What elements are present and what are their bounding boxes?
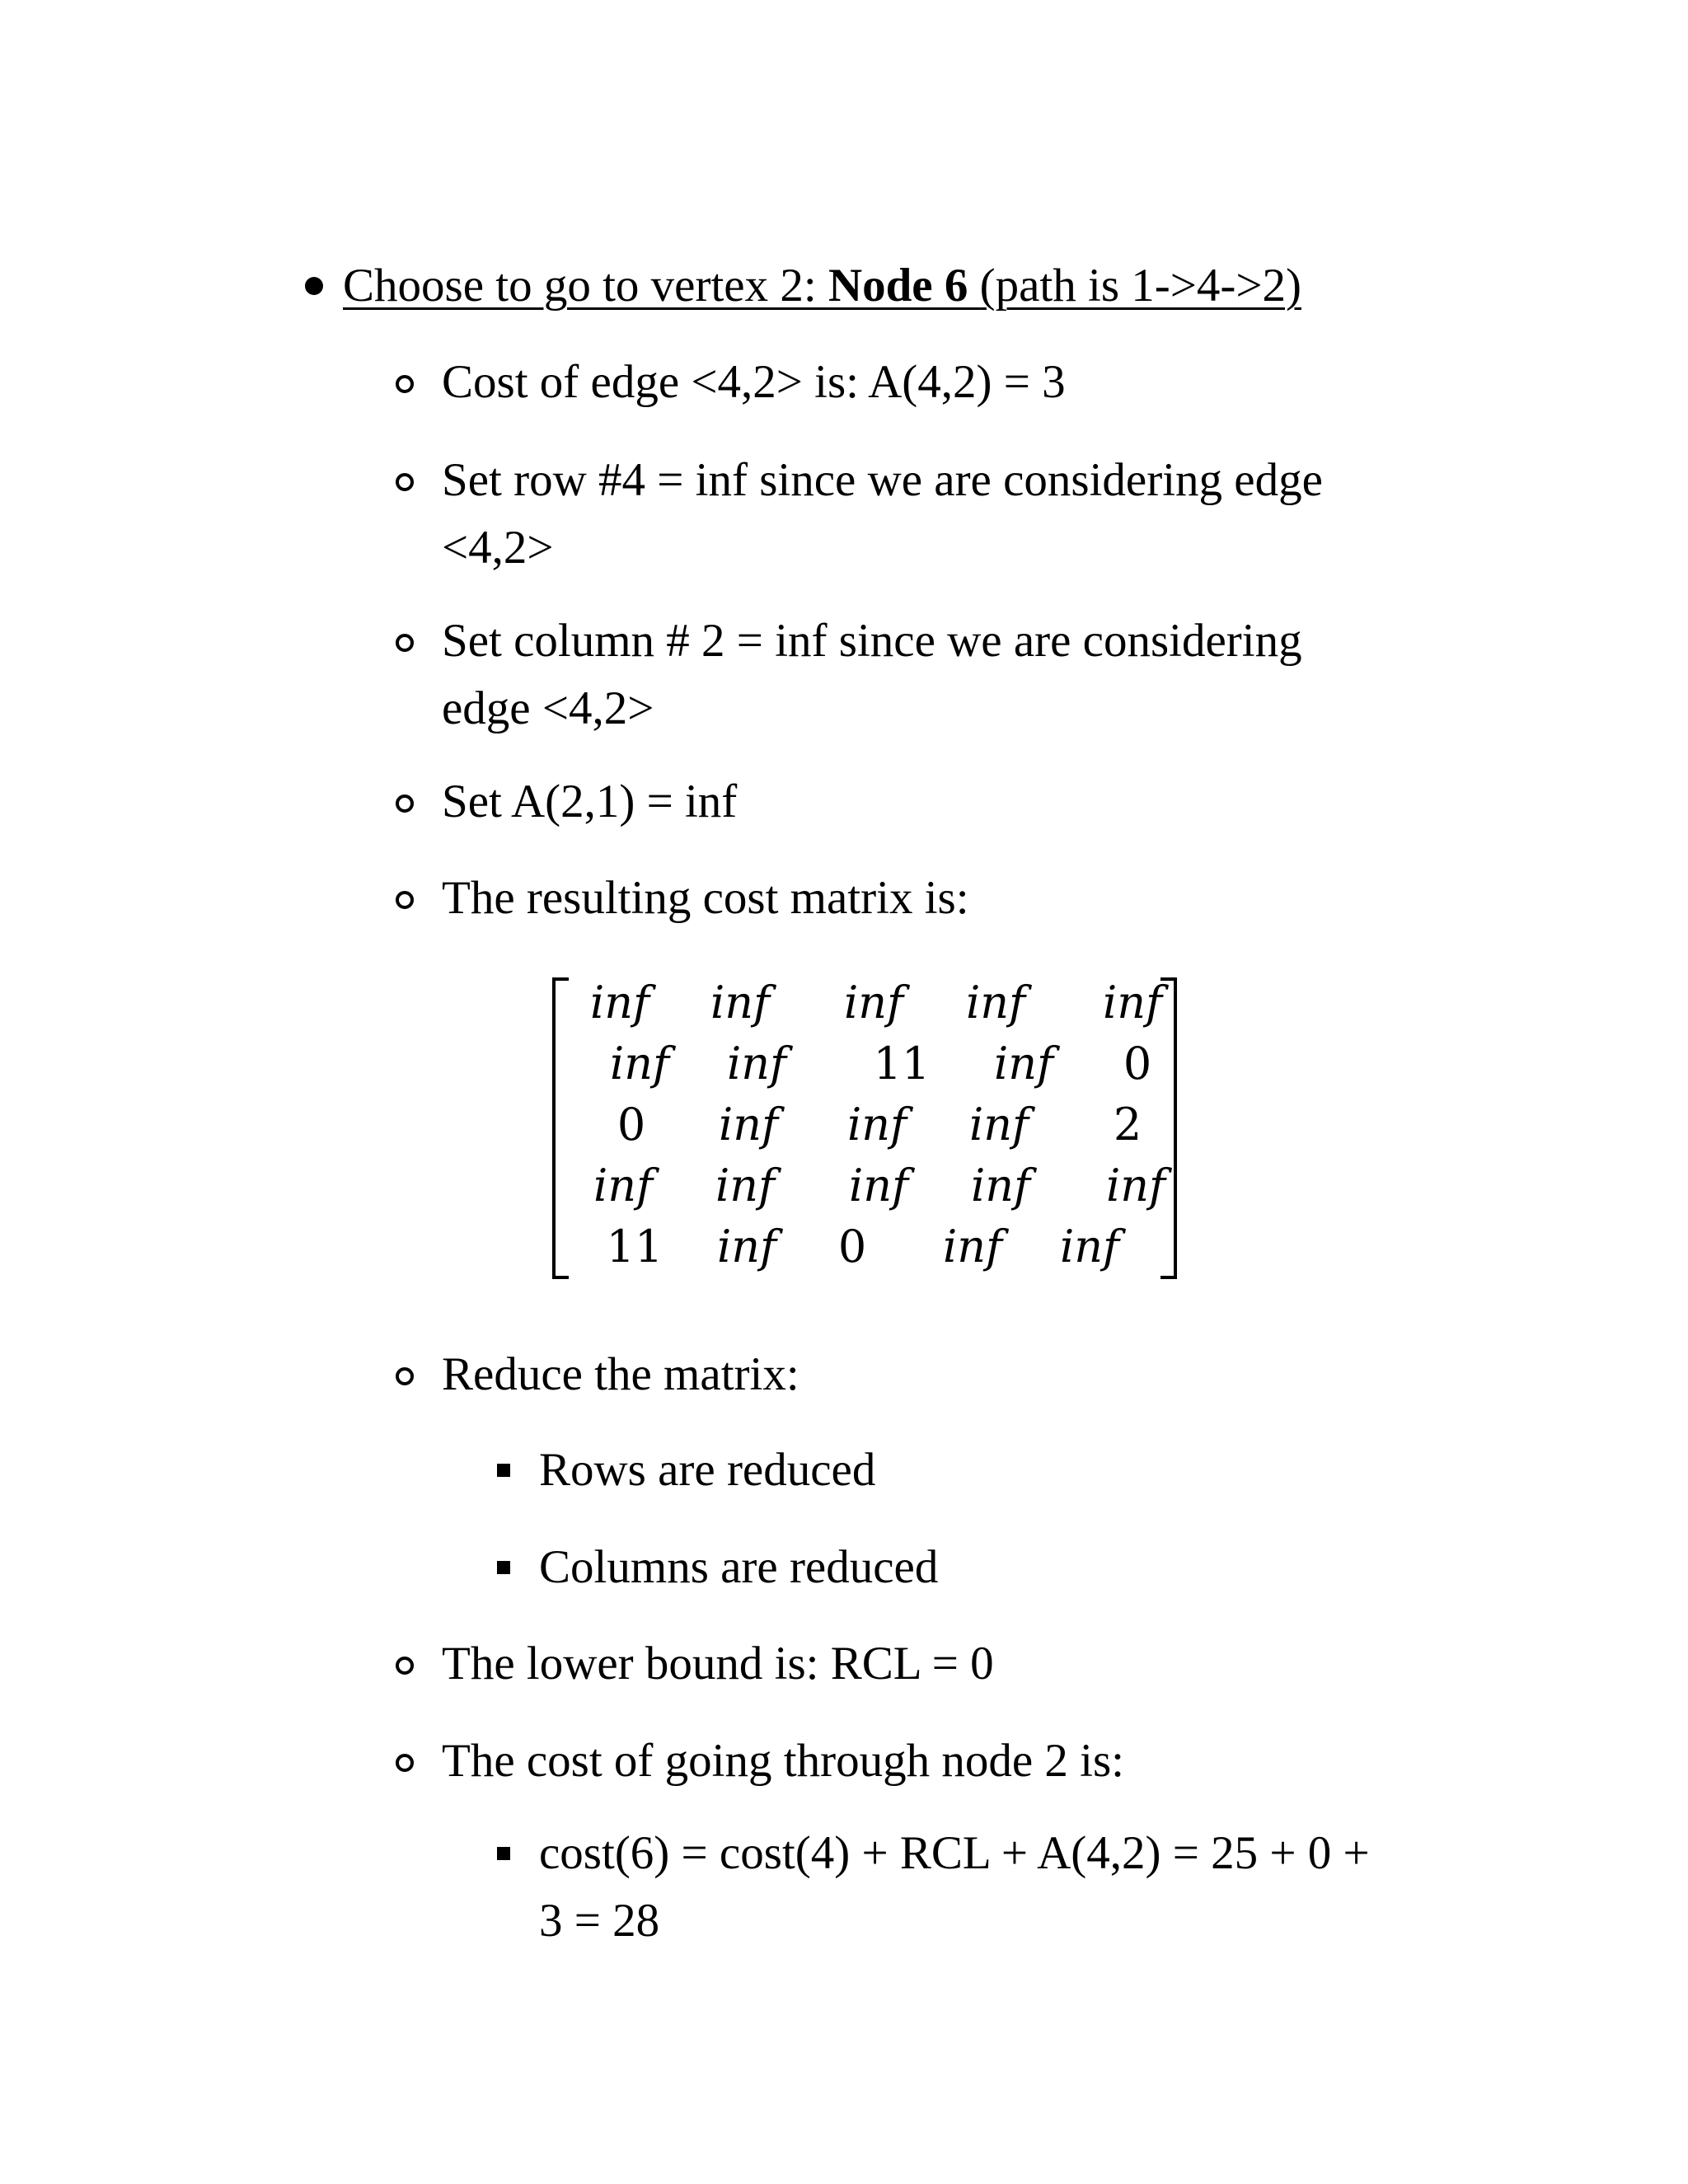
step-set-column-cont: edge <4,2>: [442, 682, 654, 734]
matrix-cell: inf: [710, 977, 771, 1029]
matrix-cell: inf: [846, 1099, 907, 1151]
matrix-cell: 0: [1123, 1038, 1152, 1090]
matrix-right-bracket: [1160, 977, 1177, 1279]
step-resulting-matrix: The resulting cost matrix is:: [442, 872, 969, 924]
matrix-cell: inf: [843, 977, 904, 1029]
bullet-circle: [396, 794, 414, 813]
bullet-circle: [396, 473, 414, 491]
matrix-cell: inf: [942, 1221, 1003, 1272]
matrix-cell: inf: [609, 1038, 670, 1090]
cost-formula-line1: cost(6) = cost(4) + RCL + A(4,2) = 25 + 0 +: [539, 1827, 1370, 1879]
matrix-cell: inf: [970, 1160, 1031, 1212]
bullet-dot: [305, 277, 323, 295]
cost-formula-line2: 3 = 28: [539, 1895, 660, 1947]
matrix-cell: 0: [617, 1099, 646, 1151]
lower-bound: The lower bound is: RCL = 0: [442, 1638, 994, 1690]
matrix-cell: 11: [873, 1038, 931, 1090]
matrix-cell: inf: [589, 977, 650, 1029]
matrix-cell: 0: [837, 1221, 867, 1272]
matrix-cell: inf: [993, 1038, 1054, 1090]
bullet-circle: [396, 1754, 414, 1772]
bullet-circle: [396, 891, 414, 909]
matrix-left-bracket: [552, 977, 569, 1279]
heading-node: Node 6: [828, 260, 980, 312]
heading-line: [343, 258, 1301, 314]
cost-matrix: [546, 977, 1177, 1279]
bullet-square: [497, 1847, 510, 1860]
matrix-cell: inf: [965, 977, 1026, 1029]
step-set-column: Set column # 2 = inf since we are considering: [442, 615, 1302, 667]
matrix-cell: inf: [1102, 977, 1163, 1029]
reduce-rows: Rows are reduced: [539, 1444, 876, 1496]
bullet-square: [497, 1561, 510, 1574]
matrix-cell: inf: [1059, 1221, 1120, 1272]
matrix-cell: 2: [1113, 1099, 1142, 1151]
step-set-a21: Set A(2,1) = inf: [442, 776, 738, 827]
bullet-circle: [396, 1367, 414, 1385]
matrix-cell: 11: [606, 1221, 663, 1272]
reduce-title: Reduce the matrix:: [442, 1348, 799, 1400]
matrix-cell: inf: [968, 1099, 1029, 1151]
bullet-square: [497, 1464, 510, 1477]
step-set-row-cont: <4,2>: [442, 522, 554, 574]
matrix-cell: inf: [726, 1038, 787, 1090]
heading-prefix: Choose to go to vertex 2:: [343, 260, 828, 312]
matrix-cell: inf: [848, 1160, 909, 1212]
matrix-cell: inf: [1105, 1160, 1166, 1212]
cost-intro: The cost of going through node 2 is:: [442, 1735, 1124, 1787]
matrix-cell: inf: [718, 1099, 779, 1151]
matrix-cell: inf: [715, 1160, 776, 1212]
heading-suffix: (path is 1->4->2): [979, 260, 1301, 312]
bullet-circle: [396, 1657, 414, 1675]
step-cost-edge: Cost of edge <4,2> is: A(4,2) = 3: [442, 356, 1066, 408]
step-set-row: Set row #4 = inf since we are considering edge: [442, 454, 1323, 506]
reduce-columns: Columns are reduced: [539, 1541, 939, 1593]
matrix-cell: inf: [593, 1160, 654, 1212]
bullet-circle: [396, 634, 414, 652]
matrix-cell: inf: [716, 1221, 777, 1272]
bullet-circle: [396, 375, 414, 393]
